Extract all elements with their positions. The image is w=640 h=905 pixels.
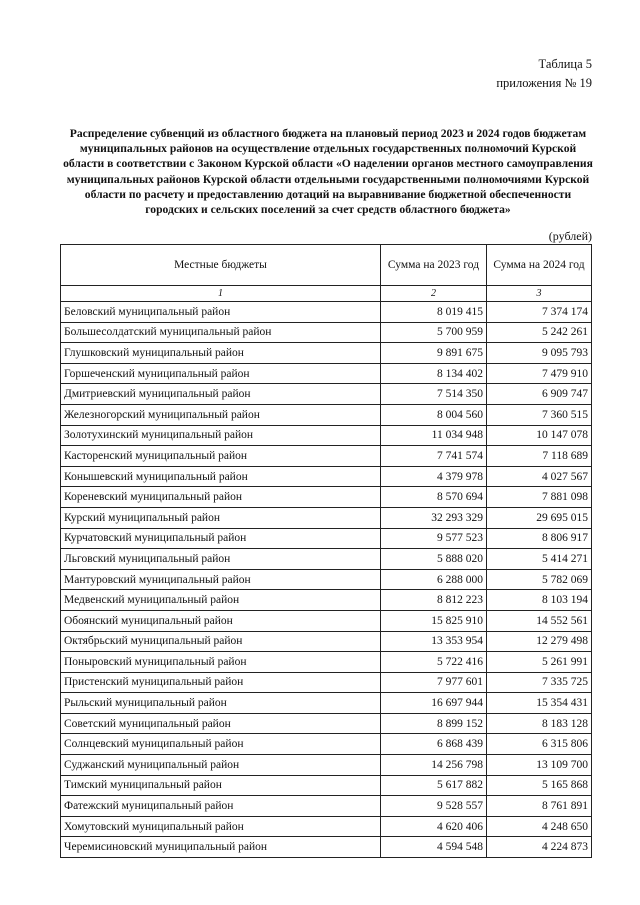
amount-2023-cell: 16 697 944 [381,693,487,714]
amount-2023-cell: 5 888 020 [381,549,487,570]
district-name-cell: Пристенский муниципальный район [61,672,381,693]
column-number-2: 2 [381,286,487,302]
amount-2024-cell: 15 354 431 [487,693,592,714]
amount-2023-cell: 15 825 910 [381,610,487,631]
amount-2023-cell: 8 134 402 [381,363,487,384]
table-row [61,631,592,652]
district-name-cell: Конышевский муниципальный район [61,466,381,487]
district-name-cell: Курский муниципальный район [61,507,381,528]
amount-2024-cell: 7 360 515 [487,404,592,425]
district-name-cell: Октябрьский муниципальный район [61,631,381,652]
amount-2024-cell: 4 224 873 [487,837,592,858]
table-row [61,610,592,631]
district-name-cell: Курчатовский муниципальный район [61,528,381,549]
table-row [61,528,592,549]
table-row [61,816,592,837]
amount-2024-cell: 7 118 689 [487,446,592,467]
amount-2023-cell: 9 528 557 [381,796,487,817]
amount-2024-cell: 10 147 078 [487,425,592,446]
table-row [61,755,592,776]
amount-2024-cell: 8 806 917 [487,528,592,549]
table-row [61,425,592,446]
amount-2024-cell: 5 782 069 [487,569,592,590]
table-row [61,837,592,858]
column-header-2024: Сумма на 2024 год [487,245,592,286]
amount-2024-cell: 7 881 098 [487,487,592,508]
amount-2023-cell: 7 741 574 [381,446,487,467]
amount-2023-cell: 7 977 601 [381,672,487,693]
district-name-cell: Глушковский муниципальный район [61,343,381,364]
table-row [61,507,592,528]
amount-2023-cell: 8 899 152 [381,713,487,734]
district-name-cell: Советский муниципальный район [61,713,381,734]
amount-2024-cell: 7 374 174 [487,302,592,323]
table-row [61,796,592,817]
amount-2024-cell: 14 552 561 [487,610,592,631]
column-header-2023: Сумма на 2023 год [381,245,487,286]
table-row [61,384,592,405]
district-name-cell: Железногорский муниципальный район [61,404,381,425]
amount-2023-cell: 8 570 694 [381,487,487,508]
table-row [61,363,592,384]
unit-label: (рублей) [548,229,592,243]
district-name-cell: Тимский муниципальный район [61,775,381,796]
table-header-row [61,245,592,286]
district-name-cell: Медвенский муниципальный район [61,590,381,611]
amount-2023-cell: 8 019 415 [381,302,487,323]
document-title: Распределение субвенций из областного бюджета на плановый период 2023 и 2024 годов бюджетам муниципальных районов на осуществление отдельных государственных полномочий Курской области в соответствии с Законом Курской области «О наделении органов местного самоуправления муниципальных районов Курской области отдельными государственными полномочиями Курской области по расчету и предоставлению дотаций на выравнивание бюджетной обеспеченности городских и сельских поселений за счет средств областного бюджета» [63,127,593,217]
amount-2024-cell: 13 109 700 [487,755,592,776]
amount-2024-cell: 6 315 806 [487,734,592,755]
table-row [61,446,592,467]
district-name-cell: Льговский муниципальный район [61,549,381,570]
subsidy-table [60,244,592,858]
table-row [61,713,592,734]
amount-2023-cell: 7 514 350 [381,384,487,405]
amount-2023-cell: 8 812 223 [381,590,487,611]
table-label: Таблица 5 [538,57,592,71]
amount-2023-cell: 6 868 439 [381,734,487,755]
amount-2024-cell: 12 279 498 [487,631,592,652]
amount-2023-cell: 14 256 798 [381,755,487,776]
amount-2023-cell: 4 594 548 [381,837,487,858]
district-name-cell: Золотухинский муниципальный район [61,425,381,446]
column-number-1: 1 [61,286,381,302]
table-row [61,487,592,508]
table-row [61,590,592,611]
amount-2024-cell: 29 695 015 [487,507,592,528]
district-name-cell: Хомутовский муниципальный район [61,816,381,837]
amount-2023-cell: 6 288 000 [381,569,487,590]
table-row [61,734,592,755]
amount-2024-cell: 5 414 271 [487,549,592,570]
amount-2023-cell: 4 379 978 [381,466,487,487]
amount-2023-cell: 5 617 882 [381,775,487,796]
amount-2023-cell: 4 620 406 [381,816,487,837]
amount-2023-cell: 9 891 675 [381,343,487,364]
table-row [61,404,592,425]
district-name-cell: Поныровский муниципальный район [61,652,381,673]
amount-2024-cell: 4 248 650 [487,816,592,837]
column-header-budgets: Местные бюджеты [61,245,381,286]
table-row [61,652,592,673]
amount-2024-cell: 4 027 567 [487,466,592,487]
district-name-cell: Дмитриевский муниципальный район [61,384,381,405]
amount-2024-cell: 5 242 261 [487,322,592,343]
district-name-cell: Рыльский муниципальный район [61,693,381,714]
amount-2023-cell: 13 353 954 [381,631,487,652]
table-row [61,549,592,570]
amount-2024-cell: 7 335 725 [487,672,592,693]
amount-2024-cell: 5 165 868 [487,775,592,796]
district-name-cell: Большесолдатский муниципальный район [61,322,381,343]
amount-2023-cell: 5 722 416 [381,652,487,673]
table-row [61,343,592,364]
district-name-cell: Суджанский муниципальный район [61,755,381,776]
column-number-3: 3 [487,286,592,302]
table-row [61,466,592,487]
amount-2023-cell: 11 034 948 [381,425,487,446]
amount-2024-cell: 7 479 910 [487,363,592,384]
table-row [61,775,592,796]
district-name-cell: Черемисиновский муниципальный район [61,837,381,858]
district-name-cell: Горшеченский муниципальный район [61,363,381,384]
column-number-row [61,286,592,302]
table-row [61,302,592,323]
amount-2024-cell: 8 761 891 [487,796,592,817]
district-name-cell: Обоянский муниципальный район [61,610,381,631]
amount-2023-cell: 9 577 523 [381,528,487,549]
appendix-label: приложения № 19 [496,76,592,90]
district-name-cell: Касторенский муниципальный район [61,446,381,467]
amount-2024-cell: 8 103 194 [487,590,592,611]
district-name-cell: Беловский муниципальный район [61,302,381,323]
district-name-cell: Кореневский муниципальный район [61,487,381,508]
district-name-cell: Солнцевский муниципальный район [61,734,381,755]
district-name-cell: Фатежский муниципальный район [61,796,381,817]
district-name-cell: Мантуровский муниципальный район [61,569,381,590]
amount-2024-cell: 9 095 793 [487,343,592,364]
amount-2023-cell: 8 004 560 [381,404,487,425]
amount-2023-cell: 32 293 329 [381,507,487,528]
amount-2023-cell: 5 700 959 [381,322,487,343]
table-row [61,672,592,693]
amount-2024-cell: 8 183 128 [487,713,592,734]
amount-2024-cell: 5 261 991 [487,652,592,673]
amount-2024-cell: 6 909 747 [487,384,592,405]
table-row [61,569,592,590]
table-row [61,693,592,714]
table-row [61,322,592,343]
